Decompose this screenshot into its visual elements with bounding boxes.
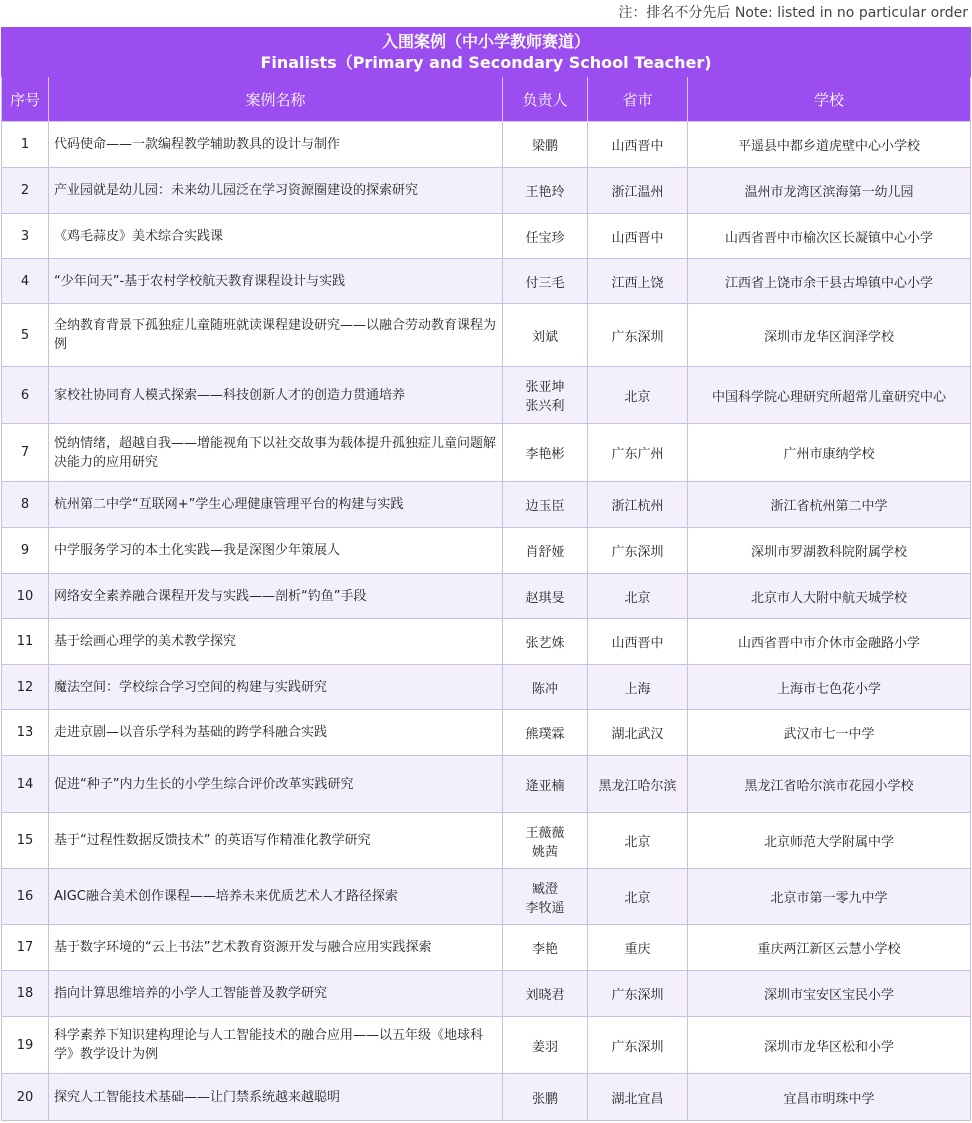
lead-person: 边玉臣 bbox=[503, 482, 588, 528]
note-en: Note: listed in no particular order bbox=[734, 5, 968, 21]
row-number: 1 bbox=[2, 122, 49, 168]
table-row bbox=[2, 710, 971, 756]
row-number: 2 bbox=[2, 168, 49, 214]
row-number: 16 bbox=[2, 869, 49, 925]
table-row bbox=[2, 528, 971, 574]
column-header-row bbox=[2, 77, 971, 122]
lead-person: 王薇薇 姚茜 bbox=[503, 813, 588, 869]
region: 上海 bbox=[588, 665, 688, 710]
row-number: 3 bbox=[2, 214, 49, 259]
school-name: 浙江省杭州第二中学 bbox=[688, 482, 971, 528]
school-name: 武汉市七一中学 bbox=[688, 710, 971, 756]
school-name: 重庆两江新区云慧小学校 bbox=[688, 925, 971, 971]
row-number: 5 bbox=[2, 304, 49, 367]
school-name: 北京市人大附中航天城学校 bbox=[688, 574, 971, 619]
school-name: 江西省上饶市余干县古埠镇中心小学 bbox=[688, 259, 971, 304]
case-name: 家校社协同育人模式探索——科技创新人才的创造力贯通培养 bbox=[49, 367, 503, 424]
case-name: 魔法空间：学校综合学习空间的构建与实践研究 bbox=[49, 665, 503, 710]
table-row bbox=[2, 574, 971, 619]
case-name: 产业园就是幼儿园：未来幼儿园泛在学习资源圈建设的探索研究 bbox=[49, 168, 503, 214]
lead-person: 张艺姝 bbox=[503, 619, 588, 665]
lead-person: 王艳玲 bbox=[503, 168, 588, 214]
case-name: 网络安全素养融合课程开发与实践——剖析“钓鱼”手段 bbox=[49, 574, 503, 619]
lead-person: 李艳彬 bbox=[503, 424, 588, 482]
lead-person: 张亚坤 张兴利 bbox=[503, 367, 588, 424]
lead-person: 刘晓君 bbox=[503, 971, 588, 1017]
finalists-table bbox=[1, 27, 971, 1121]
school-name: 广州市康纳学校 bbox=[688, 424, 971, 482]
header-school: 学校 bbox=[688, 77, 971, 122]
table-row bbox=[2, 869, 971, 925]
table-row bbox=[2, 367, 971, 424]
case-name: 指向计算思维培养的小学人工智能普及教学研究 bbox=[49, 971, 503, 1017]
case-name: 悦纳情绪，超越自我——增能视角下以社交故事为载体提升孤独症儿童问题解决能力的应用研究 bbox=[49, 424, 503, 482]
lead-person: 姜羽 bbox=[503, 1017, 588, 1074]
region: 江西上饶 bbox=[588, 259, 688, 304]
case-name: 《鸡毛蒜皮》美术综合实践课 bbox=[49, 214, 503, 259]
table-row bbox=[2, 259, 971, 304]
region: 北京 bbox=[588, 813, 688, 869]
region: 黑龙江哈尔滨 bbox=[588, 756, 688, 813]
region: 山西晋中 bbox=[588, 122, 688, 168]
row-number: 18 bbox=[2, 971, 49, 1017]
school-name: 平遥县中都乡道虎壁中心小学校 bbox=[688, 122, 971, 168]
lead-person: 张鹏 bbox=[503, 1074, 588, 1121]
row-number: 13 bbox=[2, 710, 49, 756]
region: 广东深圳 bbox=[588, 528, 688, 574]
row-number: 20 bbox=[2, 1074, 49, 1121]
school-name: 深圳市宝安区宝民小学 bbox=[688, 971, 971, 1017]
table-title-row bbox=[2, 28, 971, 77]
case-name: 促进“种子”内力生长的小学生综合评价改革实践研究 bbox=[49, 756, 503, 813]
case-name: 代码使命——一款编程教学辅助教具的设计与制作 bbox=[49, 122, 503, 168]
row-number: 9 bbox=[2, 528, 49, 574]
region: 北京 bbox=[588, 574, 688, 619]
table-row bbox=[2, 619, 971, 665]
lead-person: 梁鹏 bbox=[503, 122, 588, 168]
school-name: 山西省晋中市榆次区长凝镇中心小学 bbox=[688, 214, 971, 259]
lead-person: 陈冲 bbox=[503, 665, 588, 710]
case-name: 基于“过程性数据反馈技术” 的英语写作精准化教学研究 bbox=[49, 813, 503, 869]
table-row bbox=[2, 214, 971, 259]
row-number: 15 bbox=[2, 813, 49, 869]
row-number: 4 bbox=[2, 259, 49, 304]
header-no: 序号 bbox=[2, 77, 49, 122]
school-name: 上海市七色花小学 bbox=[688, 665, 971, 710]
row-number: 14 bbox=[2, 756, 49, 813]
case-name: 中学服务学习的本土化实践—我是深图少年策展人 bbox=[49, 528, 503, 574]
case-name: AIGC融合美术创作课程——培养未来优质艺术人才路径探索 bbox=[49, 869, 503, 925]
region: 浙江杭州 bbox=[588, 482, 688, 528]
case-name: 走进京剧—以音乐学科为基础的跨学科融合实践 bbox=[49, 710, 503, 756]
row-number: 10 bbox=[2, 574, 49, 619]
row-number: 8 bbox=[2, 482, 49, 528]
lead-person: 肖舒娅 bbox=[503, 528, 588, 574]
school-name: 深圳市龙华区松和小学 bbox=[688, 1017, 971, 1074]
region: 浙江温州 bbox=[588, 168, 688, 214]
title-zh: 入围案例（中小学教师赛道） bbox=[382, 32, 591, 51]
table-row bbox=[2, 756, 971, 813]
table-row bbox=[2, 424, 971, 482]
row-number: 19 bbox=[2, 1017, 49, 1074]
region: 广东深圳 bbox=[588, 304, 688, 367]
lead-person: 熊璞霖 bbox=[503, 710, 588, 756]
school-name: 北京师范大学附属中学 bbox=[688, 813, 971, 869]
lead-person: 付三毛 bbox=[503, 259, 588, 304]
school-name: 深圳市罗湖教科院附属学校 bbox=[688, 528, 971, 574]
region: 广东深圳 bbox=[588, 971, 688, 1017]
row-number: 11 bbox=[2, 619, 49, 665]
row-number: 7 bbox=[2, 424, 49, 482]
header-region: 省市 bbox=[588, 77, 688, 122]
school-name: 宜昌市明珠中学 bbox=[688, 1074, 971, 1121]
table-row bbox=[2, 665, 971, 710]
region: 北京 bbox=[588, 869, 688, 925]
header-case: 案例名称 bbox=[49, 77, 503, 122]
table-row bbox=[2, 813, 971, 869]
row-number: 6 bbox=[2, 367, 49, 424]
table-row bbox=[2, 1017, 971, 1074]
case-name: “少年问天”-基于农村学校航天教育课程设计与实践 bbox=[49, 259, 503, 304]
table-row bbox=[2, 482, 971, 528]
table-row bbox=[2, 1074, 971, 1121]
region: 山西晋中 bbox=[588, 214, 688, 259]
school-name: 北京市第一零九中学 bbox=[688, 869, 971, 925]
case-name: 杭州第二中学“互联网+”学生心理健康管理平台的构建与实践 bbox=[49, 482, 503, 528]
region: 广东深圳 bbox=[588, 1017, 688, 1074]
case-name: 全纳教育背景下孤独症儿童随班就读课程建设研究——以融合劳动教育课程为例 bbox=[49, 304, 503, 367]
region: 山西晋中 bbox=[588, 619, 688, 665]
table-row bbox=[2, 971, 971, 1017]
lead-person: 刘斌 bbox=[503, 304, 588, 367]
school-name: 深圳市龙华区润泽学校 bbox=[688, 304, 971, 367]
region: 北京 bbox=[588, 367, 688, 424]
lead-person: 李艳 bbox=[503, 925, 588, 971]
case-name: 基于数字环境的“云上书法”艺术教育资源开发与融合应用实践探索 bbox=[49, 925, 503, 971]
region: 湖北宜昌 bbox=[588, 1074, 688, 1121]
lead-person: 赵琪旻 bbox=[503, 574, 588, 619]
row-number: 17 bbox=[2, 925, 49, 971]
case-name: 科学素养下知识建构理论与人工智能技术的融合应用——以五年级《地球科学》教学设计为例 bbox=[49, 1017, 503, 1074]
header-lead: 负责人 bbox=[503, 77, 588, 122]
table-row bbox=[2, 925, 971, 971]
school-name: 黑龙江省哈尔滨市花园小学校 bbox=[688, 756, 971, 813]
lead-person: 臧澄 李牧遥 bbox=[503, 869, 588, 925]
region: 湖北武汉 bbox=[588, 710, 688, 756]
school-name: 温州市龙湾区滨海第一幼儿园 bbox=[688, 168, 971, 214]
table-row bbox=[2, 168, 971, 214]
table-body bbox=[2, 122, 971, 1121]
table-row bbox=[2, 122, 971, 168]
row-number: 12 bbox=[2, 665, 49, 710]
title-en: Finalists（Primary and Secondary School Teacher) bbox=[260, 53, 712, 72]
school-name: 中国科学院心理研究所超常儿童研究中心 bbox=[688, 367, 971, 424]
table-title bbox=[2, 28, 971, 77]
region: 重庆 bbox=[588, 925, 688, 971]
ranking-note bbox=[0, 0, 968, 27]
note-zh: 注：排名不分先后 bbox=[618, 5, 731, 21]
school-name: 山西省晋中市介休市金融路小学 bbox=[688, 619, 971, 665]
case-name: 探究人工智能技术基础——让门禁系统越来越聪明 bbox=[49, 1074, 503, 1121]
lead-person: 任宝珍 bbox=[503, 214, 588, 259]
region: 广东广州 bbox=[588, 424, 688, 482]
case-name: 基于绘画心理学的美术教学探究 bbox=[49, 619, 503, 665]
lead-person: 逄亚楠 bbox=[503, 756, 588, 813]
table-row bbox=[2, 304, 971, 367]
